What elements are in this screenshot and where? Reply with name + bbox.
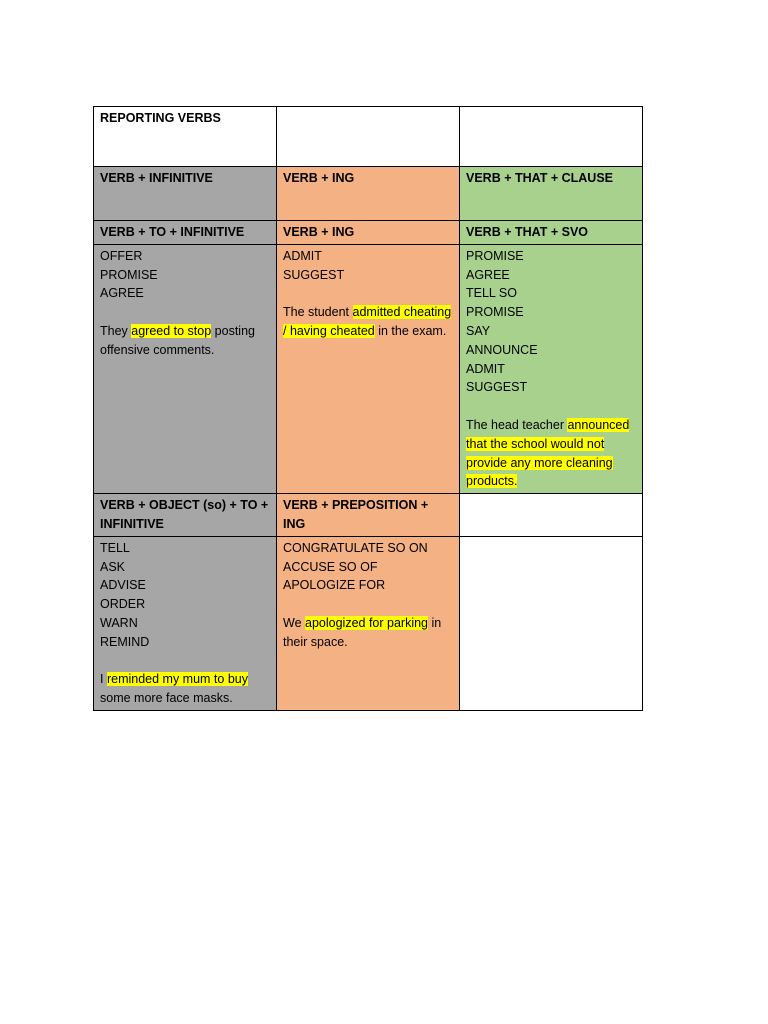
verb-item: ANNOUNCE [466, 342, 538, 357]
example-sentence: I reminded my mum to buy some more face masks. [100, 672, 248, 706]
pattern-verb-ing: VERB + ING [277, 221, 460, 245]
table-title: REPORTING VERBS [94, 107, 277, 167]
reporting-verbs-table [93, 106, 643, 711]
verb-item: ORDER [100, 597, 146, 612]
example-sentence: The student admitted cheating / having cheated in the exam. [283, 305, 452, 338]
pattern-verb-to-infinitive: VERB + TO + INFINITIVE [94, 221, 277, 245]
pattern-verb-that-svo: VERB + THAT + SVO [460, 221, 643, 245]
verb-item: TELL [100, 540, 130, 555]
heading-verb-that-clause: VERB + THAT + CLAUSE [460, 167, 643, 221]
verb-item: PROMISE [100, 267, 158, 282]
verb-item: SUGGEST [283, 267, 345, 282]
pattern-verb-object-to-infinitive: VERB + OBJECT (so) + TO + INFINITIVE [94, 494, 277, 537]
empty-cell [277, 107, 460, 167]
content-row-2 [94, 536, 643, 710]
verb-item: WARN [100, 615, 138, 630]
example-sentence: They agreed to stop posting offensive comments. [100, 323, 255, 357]
content-cell-preposition-ing [277, 536, 460, 710]
highlighted-phrase: announced that the school would not provide any more cleaning products. [466, 417, 630, 489]
example-sentence: The head teacher announced that the school would not provide any more cleaning products. [466, 417, 630, 489]
highlighted-phrase: admitted cheating / having cheated [283, 305, 452, 338]
verb-item: AGREE [100, 286, 144, 301]
pattern-row-1 [94, 221, 643, 245]
verb-item: REMIND [100, 634, 150, 649]
verb-item: OFFER [100, 248, 143, 263]
verb-item: ACCUSE SO OF [283, 559, 378, 574]
example-sentence: We apologized for parking in their space. [283, 615, 442, 649]
verb-item: CONGRATULATE SO ON [283, 540, 428, 555]
content-cell-that-clause [460, 244, 643, 493]
verb-item: PROMISE [466, 305, 524, 320]
verb-item: PROMISE [466, 248, 524, 263]
verb-item: ADMIT [283, 248, 322, 263]
heading-row [94, 167, 643, 221]
empty-cell [460, 494, 643, 537]
verb-item: ADMIT [466, 361, 505, 376]
verb-item: APOLOGIZE FOR [283, 578, 386, 593]
verb-item: SAY [466, 323, 491, 338]
content-cell-ing [277, 244, 460, 493]
verb-item: AGREE [466, 267, 510, 282]
verb-item: SUGGEST [466, 380, 528, 395]
highlighted-phrase: reminded my mum to buy [106, 672, 248, 687]
empty-cell [460, 536, 643, 710]
verb-item: ASK [100, 559, 126, 574]
content-cell-object-infinitive [94, 536, 277, 710]
content-cell-infinitive [94, 244, 277, 493]
heading-verb-infinitive: VERB + INFINITIVE [94, 167, 277, 221]
highlighted-phrase: apologized for parking [305, 615, 428, 630]
verb-item: ADVISE [100, 578, 146, 593]
title-row [94, 107, 643, 167]
empty-cell [460, 107, 643, 167]
verb-item: TELL SO [466, 286, 517, 301]
heading-verb-ing: VERB + ING [277, 167, 460, 221]
pattern-verb-preposition-ing: VERB + PREPOSITION + ING [277, 494, 460, 537]
highlighted-phrase: agreed to stop [131, 323, 212, 338]
content-row-1 [94, 244, 643, 493]
pattern-row-2 [94, 494, 643, 537]
